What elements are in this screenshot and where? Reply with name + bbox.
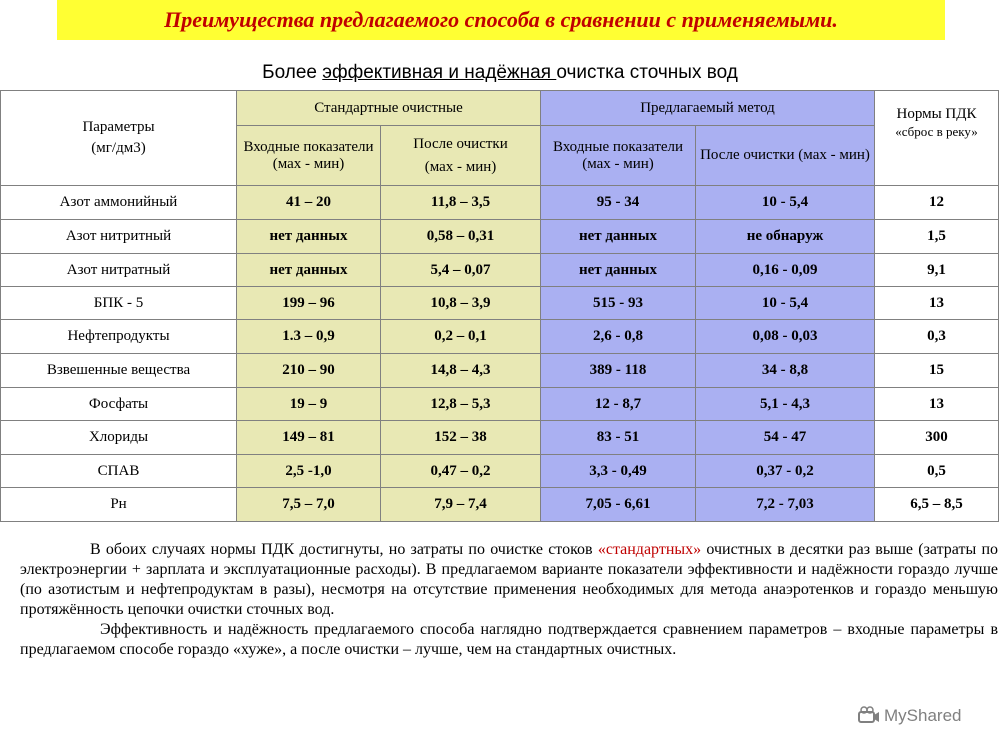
row-norm: 13 [875, 388, 999, 421]
row-prop-after: 34 - 8,8 [696, 354, 875, 388]
row-norm: 0,3 [875, 320, 999, 354]
row-param-name: БПК - 5 [1, 287, 237, 320]
row-prop-input: 3,3 - 0,49 [541, 455, 696, 488]
watermark-text: MyShared [884, 706, 962, 725]
table-row [1, 488, 999, 522]
row-std-input: нет данных [237, 220, 381, 254]
row-param-name: Фосфаты [1, 388, 237, 421]
row-prop-after: 7,2 - 7,03 [696, 488, 875, 522]
row-prop-after: 10 - 5,4 [696, 287, 875, 320]
row-param-name: Азот нитратный [1, 254, 237, 287]
table-row [1, 421, 999, 455]
table-row [1, 455, 999, 488]
header-std-after [381, 126, 541, 186]
row-std-after: 14,8 – 4,3 [381, 354, 541, 388]
row-norm: 1,5 [875, 220, 999, 254]
row-param-name: Нефтепродукты [1, 320, 237, 354]
row-prop-input: 515 - 93 [541, 287, 696, 320]
row-prop-input: 83 - 51 [541, 421, 696, 455]
subtitle-part1: Более [262, 62, 323, 83]
paragraph-1-highlight: «стандартных» [597, 541, 702, 558]
subtitle [0, 62, 1000, 84]
row-std-after: 0,2 – 0,1 [381, 320, 541, 354]
row-norm: 6,5 – 8,5 [875, 488, 999, 522]
row-norm: 9,1 [875, 254, 999, 287]
table-row [1, 254, 999, 287]
row-std-after: 11,8 – 3,5 [381, 186, 541, 220]
row-param-name: Взвешенные вещества [1, 354, 237, 388]
projector-icon [858, 706, 880, 726]
row-std-input: 210 – 90 [237, 354, 381, 388]
paragraph-1 [20, 540, 998, 620]
row-norm: 15 [875, 354, 999, 388]
row-std-after: 0,47 – 0,2 [381, 455, 541, 488]
table-row [1, 388, 999, 421]
title-banner [57, 0, 945, 40]
row-std-after: 152 – 38 [381, 421, 541, 455]
row-prop-after: не обнаруж [696, 220, 875, 254]
header-prop-after: После очистки (мах - мин) [696, 126, 875, 186]
row-std-input: 2,5 -1,0 [237, 455, 381, 488]
row-param-name: СПАВ [1, 455, 237, 488]
row-std-after: 7,9 – 7,4 [381, 488, 541, 522]
row-prop-after: 0,08 - 0,03 [696, 320, 875, 354]
row-std-after: 5,4 – 0,07 [381, 254, 541, 287]
row-prop-input: 2,6 - 0,8 [541, 320, 696, 354]
paragraph-2: Эффективность и надёжность предлагаемого способа наглядно подтверждается сравнением параметров – входные параметры в предлагаемом способе гораздо «хуже», а после очистки – лучше, чем на стандартных очистных. [20, 621, 998, 658]
row-std-input: 41 – 20 [237, 186, 381, 220]
row-std-input: 7,5 – 7,0 [237, 488, 381, 522]
row-prop-input: 12 - 8,7 [541, 388, 696, 421]
row-std-input: 199 – 96 [237, 287, 381, 320]
row-norm: 12 [875, 186, 999, 220]
row-norm: 0,5 [875, 455, 999, 488]
row-std-after: 10,8 – 3,9 [381, 287, 541, 320]
row-prop-after: 5,1 - 4,3 [696, 388, 875, 421]
row-prop-after: 10 - 5,4 [696, 186, 875, 220]
paragraph-1-before: В обоих случаях нормы ПДК достигнуты, но затраты по очистке стоков [90, 541, 598, 558]
row-prop-input: 7,05 - 6,61 [541, 488, 696, 522]
watermark-logo [858, 706, 961, 726]
subtitle-part3: очистка сточных вод [556, 62, 738, 83]
header-standard: Стандартные очистные [237, 91, 541, 126]
header-norms-label: Нормы ПДК [896, 106, 977, 122]
row-std-input: 149 – 81 [237, 421, 381, 455]
row-std-input: 19 – 9 [237, 388, 381, 421]
row-std-input: 1.3 – 0,9 [237, 320, 381, 354]
row-norm: 300 [875, 421, 999, 455]
header-std-after-sub: (мах - мин) [424, 158, 497, 175]
row-prop-input: 95 - 34 [541, 186, 696, 220]
subtitle-part2: эффективная и надёжная [322, 62, 557, 83]
row-prop-after: 0,16 - 0,09 [696, 254, 875, 287]
header-std-after-label: После очистки [413, 135, 508, 152]
page-title: Преимущества предлагаемого способа в сравнении с применяемыми. [164, 7, 838, 32]
header-prop-input: Входные показатели (мах - мин) [541, 126, 696, 186]
row-std-input: нет данных [237, 254, 381, 287]
table-row [1, 220, 999, 254]
row-param-name: Хлориды [1, 421, 237, 455]
row-param-name: Рн [1, 488, 237, 522]
table-row [1, 320, 999, 354]
row-norm: 13 [875, 287, 999, 320]
header-std-input: Входные показатели (мах - мин) [237, 126, 381, 186]
header-proposed: Предлагаемый метод [541, 91, 875, 126]
paragraph-1-after: очистных в десятки раз выше (затраты по электроэнергии + зарплата и эксплуатационные расходы). В предлагаемом варианте показатели эффективности и надёжности гораздо лучше (по азотистым и нефтепродуктам в разы), несмотря на отсутствие применения необходимых для метода анаэротенков и гораздо меньшую протяжённость цепочки очистки сточных вод. [20, 541, 999, 618]
row-prop-after: 54 - 47 [696, 421, 875, 455]
table-row [1, 186, 999, 220]
header-params-label: Параметры [82, 119, 155, 135]
table-row [1, 287, 999, 320]
row-param-name: Азот аммонийный [1, 186, 237, 220]
header-norms [875, 91, 999, 186]
row-prop-after: 0,37 - 0,2 [696, 455, 875, 488]
row-std-after: 12,8 – 5,3 [381, 388, 541, 421]
explanation-text [20, 540, 998, 660]
header-norms-sub: «сброс в реку» [895, 124, 978, 139]
header-params-unit: (мг/дм3) [91, 140, 146, 156]
row-prop-input: нет данных [541, 220, 696, 254]
header-params [1, 91, 237, 186]
row-std-after: 0,58 – 0,31 [381, 220, 541, 254]
table-row [1, 354, 999, 388]
comparison-table [0, 90, 999, 522]
row-prop-input: 389 - 118 [541, 354, 696, 388]
row-prop-input: нет данных [541, 254, 696, 287]
row-param-name: Азот нитритный [1, 220, 237, 254]
